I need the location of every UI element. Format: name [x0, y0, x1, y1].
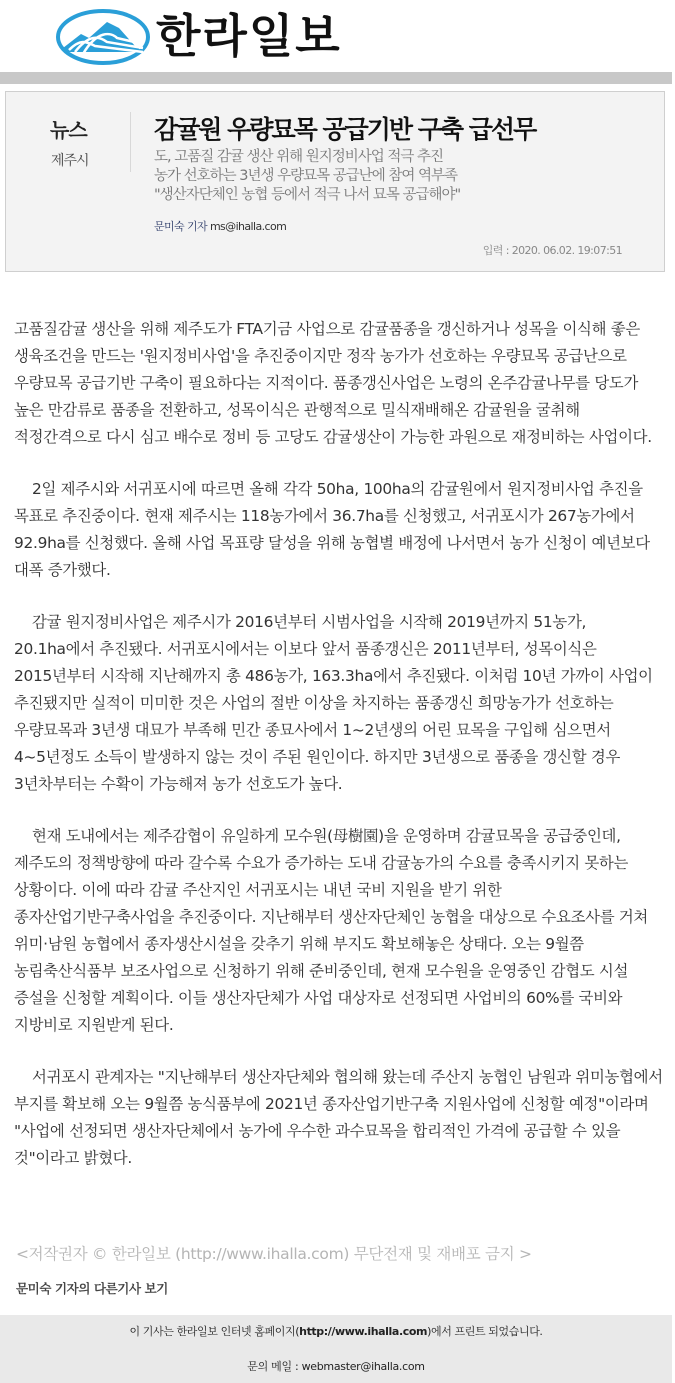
published-timestamp: 입력 : 2020. 06.02. 19:07:51	[482, 244, 622, 257]
article-paragraph: 감귤 원지정비사업은 제주시가 2016년부터 시범사업을 시작해 2019년까지 51농가, 20.1ha에서 추진됐다. 서귀포시에서는 이보다 앞서 품종갱신은 2011년부터, 성목이식은 2015년부터 시작해 지난해까지 총 486농가, 163.3ha에서 추진됐다. 이처럼 10년 가까이 사업이 추진됐지만 실적이 미미한 것은 사업의 절반 이상을 차지하는 품종갱신 희망농가가 선호하는 우량묘목과 3년생 대묘가 부족해 민간 종묘사에서 1~2년생의 어린 묘목을 구입해 심으면서 4~5년정도 소득이 발생하지 않는 것이 주된 원인이다. 하지만 3년생으로 품종을 갱신할 경우 3년차부터는 수확이 가능해져 농가 선호도가 높다.	[14, 613, 653, 793]
byline	[154, 218, 286, 234]
region-label[interactable]: 제주시	[51, 153, 89, 169]
masthead	[0, 0, 675, 72]
article-paragraph: 2일 제주시와 서귀포시에 따르면 올해 각각 50ha, 100ha의 감귤원에서 원지정비사업 추진을 목표로 추진중이다. 현재 제주시는 118농가에서 36.7ha를 신청했고, 서귀포시가 267농가에서 92.9ha를 신청했다. 올해 사업 목표량 달성을 위해 농협별 배정에 나서면서 농가 신청이 예년보다 대폭 증가했다.	[14, 480, 650, 579]
halla-mountain-emblem-icon	[55, 8, 151, 66]
print-notice-prefix: 이 기사는 한라일보 인터넷 홈페이지(	[129, 1325, 300, 1338]
subhead-1: 도, 고품질 감귤 생산 위해 원지정비사업 적극 추진	[154, 149, 444, 165]
article-paragraph: 현재 도내에서는 제주감협이 유일하게 모수원(母樹園)을 운영하며 감귤묘목을 공급중인데, 제주도의 정책방향에 따라 갈수록 수요가 증가하는 도내 감귤농가의 수요를 충족시키지 못하는 상황이다. 이에 따라 감귤 주산지인 서귀포시는 내년 국비 지원을 받기 위한 종자산업기반구축사업을 추진중이다. 지난해부터 생산자단체인 농협을 대상으로 수요조사를 거쳐 위미·남원 농협에서 종자생산시설을 갖추기 위해 부지도 확보해놓은 상태다. 오는 9월쯤 농림축산식품부 보조사업으로 신청하기 위해 준비중인데, 현재 모수원을 운영중인 감협도 시설 증설을 신청할 계획이다. 이들 생산자단체가 사업 대상자로 선정되면 사업비의 60%를 국비와 지방비로 지원받게 된다.	[14, 827, 649, 1034]
brand-logo-text: 한라일보	[156, 9, 342, 63]
print-footer	[0, 1315, 672, 1383]
section-label[interactable]: 뉴스	[50, 118, 87, 142]
article-header	[5, 91, 665, 272]
article-subheads	[154, 148, 460, 205]
article-body	[14, 316, 664, 1197]
article-headline: 감귤원 우량묘목 공급기반 구축 급선무	[154, 115, 536, 144]
header-divider	[130, 112, 131, 172]
reporter-email: ms@ihalla.com	[209, 220, 287, 233]
print-notice	[0, 1323, 672, 1339]
contact-email: 문의 메일 : webmaster@ihalla.com	[247, 1360, 425, 1373]
print-notice-suffix: )에서 프린트 되었습니다.	[427, 1325, 543, 1338]
homepage-link[interactable]: http://www.ihalla.com	[299, 1325, 428, 1338]
article-paragraph: 고품질감귤 생산을 위해 제주도가 FTA기금 사업으로 감귤품종을 갱신하거나 성목을 이식해 좋은 생육조건을 만드는 '원지정비사업'을 추진중이지만 정작 농가가 선호하는 우량묘목 공급난으로 우량묘목 공급기반 구축이 필요하다는 지적이다. 품종갱신사업은 노령의 온주감귤나무를 당도가 높은 만감류로 품종을 전환하고, 성목이식은 관행적으로 밀식재배해온 감귤원을 굴취해 적정간격으로 다시 심고 배수로 정비 등 고당도 감귤생산이 가능한 과원으로 재정비하는 사업이다.	[14, 320, 652, 446]
article-paragraph: 서귀포시 관계자는 "지난해부터 생산자단체와 협의해 왔는데 주산지 농협인 남원과 위미농협에서 부지를 확보해 오는 9월쯤 농식품부에 2021년 종자산업기반구축 지원사업에 신청할 예정"이라며 "사업에 선정되면 생산자단체에서 농가에 우수한 과수묘목을 합리적인 가격에 공급할 수 있을 것"이라고 밝혔다.	[14, 1068, 663, 1167]
top-divider-bar	[0, 72, 672, 84]
subhead-2: 농가 선호하는 3년생 우량묘목 공급난에 참여 역부족	[154, 168, 458, 184]
reporter-name-link[interactable]: 문미숙 기자	[154, 220, 208, 233]
subhead-3: "생산자단체인 농협 등에서 적극 나서 묘목 공급해야"	[154, 187, 461, 203]
copyright-notice: <저작권자 © 한라일보 (http://www.ihalla.com) 무단전재 및 재배포 금지 >	[16, 1245, 532, 1263]
reporter-more-articles-link[interactable]: 문미숙 기자의 다른기사 보기	[16, 1281, 168, 1296]
